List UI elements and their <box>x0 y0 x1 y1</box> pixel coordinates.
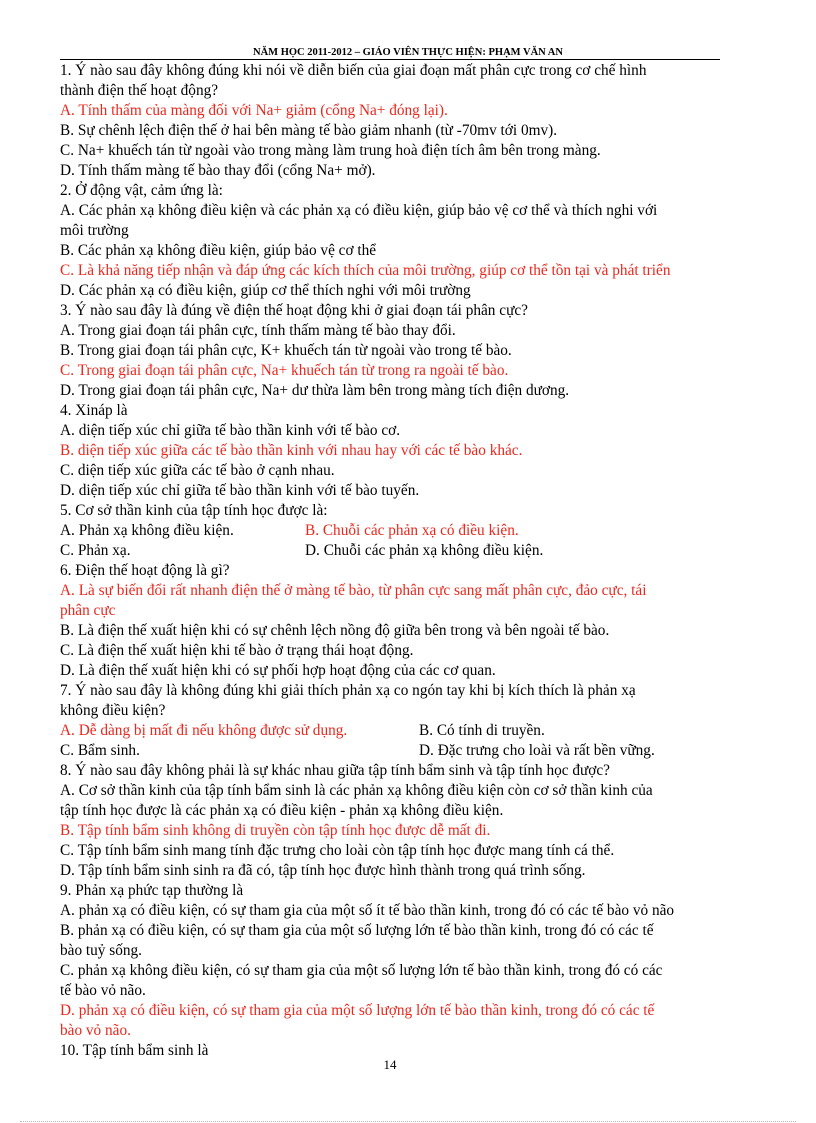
q5-option-c: C. Phản xạ. <box>60 542 131 559</box>
q5-option-a: A. Phản xạ không điều kiện. <box>60 522 234 539</box>
q1-stem-line2: thành điện thế hoạt động? <box>60 82 219 99</box>
q1-option-b: B. Sự chênh lệch điện thế ở hai bên màng tế bào giảm nhanh (từ -70mv tới 0mv). <box>60 122 558 139</box>
q1-stem-line1: 1. Ý nào sau đây không đúng khi nói về diễn biến của giai đoạn mất phân cực trong cơ chế hình <box>60 62 647 79</box>
q7-options-row2 <box>60 741 720 761</box>
q2-option-c-answer: C. Là khả năng tiếp nhận và đáp ứng các kích thích của môi trường, giúp cơ thể tồn tại và phát triển <box>60 262 671 279</box>
q2-option-d: D. Các phản xạ có điều kiện, giúp cơ thể thích nghi với môi trường <box>60 282 471 299</box>
q6-option-c: C. Là điện thế xuất hiện khi tế bào ở trạng thái hoạt động. <box>60 642 414 659</box>
q2-option-a-line1: A. Các phản xạ không điều kiện và các phản xạ có điều kiện, giúp bảo vệ cơ thể và thích nghi với <box>60 202 658 219</box>
q9-option-d-answer-line2: bào vỏ não. <box>60 1022 131 1039</box>
q10-stem: 10. Tập tính bẩm sinh là <box>60 1042 209 1059</box>
q8-option-b-answer: B. Tập tính bẩm sinh không di truyền còn tập tính học được dễ mất đi. <box>60 822 491 839</box>
q7-option-d: D. Đặc trưng cho loài và rất bền vững. <box>419 742 655 759</box>
q5-options-row2 <box>60 541 720 561</box>
q4-option-a: A. diện tiếp xúc chỉ giữa tế bào thần kinh với tế bào cơ. <box>60 422 401 439</box>
q3-stem: 3. Ý nào sau đây là đúng về điện thế hoạt động khi ở giai đoạn tái phân cực? <box>60 302 528 319</box>
q3-option-a: A. Trong giai đoạn tái phân cực, tính thấm màng tế bào thay đổi. <box>60 322 456 339</box>
q7-option-a-answer: A. Dễ dàng bị mất đi nếu không được sử dụng. <box>60 722 348 739</box>
q6-option-b: B. Là điện thế xuất hiện khi có sự chênh lệch nồng độ giữa bên trong và bên ngoài tế bào. <box>60 622 610 639</box>
q9-option-b-line2: bào tuỷ sống. <box>60 942 143 959</box>
q8-option-a-line2: tập tính học được là các phản xạ có điều kiện - phản xạ không điều kiện. <box>60 802 504 819</box>
q9-option-a: A. phản xạ có điều kiện, có sự tham gia của một số ít tế bào thần kinh, trong đó có các tế bào vỏ não <box>60 902 675 919</box>
q5-stem: 5. Cơ sở thần kinh của tập tính học được là: <box>60 502 328 519</box>
q2-option-a-line2: môi trường <box>60 222 129 239</box>
q8-stem: 8. Ý nào sau đây không phải là sự khác nhau giữa tập tính bẩm sinh và tập tính học được? <box>60 762 610 779</box>
footer-rule <box>20 1121 796 1122</box>
q6-option-a-answer-line2: phân cực <box>60 602 116 619</box>
page-header: NĂM HỌC 2011-2012 – GIÁO VIÊN THỰC HIỆN: PHẠM VĂN AN <box>253 47 563 58</box>
q4-option-b-answer: B. diện tiếp xúc giữa các tế bào thần kinh với nhau hay với các tế bào khác. <box>60 442 523 459</box>
q2-option-b: B. Các phản xạ không điều kiện, giúp bảo vệ cơ thể <box>60 242 377 259</box>
q3-option-c-answer: C. Trong giai đoạn tái phân cực, Na+ khuếch tán từ trong ra ngoài tế bào. <box>60 362 509 379</box>
q1-option-c: C. Na+ khuếch tán từ ngoài vào trong màng làm trung hoà điện tích âm bên trong màng. <box>60 142 601 159</box>
q5-option-d: D. Chuỗi các phản xạ không điều kiện. <box>305 542 544 559</box>
q7-option-c: C. Bẩm sinh. <box>60 742 140 759</box>
q5-options-row1 <box>60 521 720 541</box>
page-number: 14 <box>383 1057 397 1072</box>
q8-option-c: C. Tập tính bẩm sinh mang tính đặc trưng cho loài còn tập tính học được mang tính cá thể. <box>60 842 615 859</box>
q8-option-a-line1: A. Cơ sở thần kinh của tập tính bẩm sinh là các phản xạ không điều kiện còn cơ sở thần kinh của <box>60 782 653 799</box>
q1-option-d: D. Tính thấm màng tế bào thay đổi (cổng Na+ mở). <box>60 162 376 179</box>
q9-option-b-line1: B. phản xạ có điều kiện, có sự tham gia của một số lượng lớn tế bào thần kinh, trong đó có các tế <box>60 922 654 939</box>
header-rule <box>60 59 720 60</box>
q4-stem: 4. Xináp là <box>60 402 128 419</box>
q6-option-a-answer-line1: A. Là sự biến đổi rất nhanh điện thế ở màng tế bào, từ phân cực sang mất phân cực, đảo cực, tái <box>60 582 647 599</box>
q9-option-c-line1: C. phản xạ không điều kiện, có sự tham gia của một số lượng lớn tế bào thần kinh, trong đó có các <box>60 962 663 979</box>
q1-option-a-answer: A. Tính thấm của màng đối với Na+ giảm (cổng Na+ đóng lại). <box>60 102 448 119</box>
question-list <box>60 61 720 1061</box>
q4-option-d: D. diện tiếp xúc chỉ giữa tế bào thần kinh với tế bào tuyến. <box>60 482 420 499</box>
q2-stem: 2. Ở động vật, cảm ứng là: <box>60 182 223 199</box>
q5-option-b-answer: B. Chuỗi các phản xạ có điều kiện. <box>305 522 519 539</box>
q6-stem: 6. Điện thế hoạt động là gì? <box>60 562 230 579</box>
q6-option-d: D. Là điện thế xuất hiện khi có sự phối hợp hoạt động của các cơ quan. <box>60 662 496 679</box>
q3-option-b: B. Trong giai đoạn tái phân cực, K+ khuếch tán từ ngoài vào trong tế bào. <box>60 342 512 359</box>
q3-option-d: D. Trong giai đoạn tái phân cực, Na+ dư thừa làm bên trong màng tích điện dương. <box>60 382 570 399</box>
q7-stem-line1: 7. Ý nào sau đây là không đúng khi giải thích phản xạ co ngón tay khi bị kích thích là phản xạ <box>60 682 636 699</box>
q7-options-row1 <box>60 721 720 741</box>
q7-option-b: B. Có tính di truyền. <box>419 722 545 739</box>
q8-option-d: D. Tập tính bẩm sinh sinh ra đã có, tập tính học được hình thành trong quá trình sống. <box>60 862 586 879</box>
q9-option-c-line2: tế bào vỏ não. <box>60 982 146 999</box>
q9-stem: 9. Phản xạ phức tạp thường là <box>60 882 244 899</box>
q4-option-c: C. diện tiếp xúc giữa các tế bào ở cạnh nhau. <box>60 462 335 479</box>
q7-stem-line2: không điều kiện? <box>60 702 166 719</box>
q9-option-d-answer-line1: D. phản xạ có điều kiện, có sự tham gia của một số lượng lớn tế bào thần kinh, trong đó có các tế <box>60 1002 655 1019</box>
